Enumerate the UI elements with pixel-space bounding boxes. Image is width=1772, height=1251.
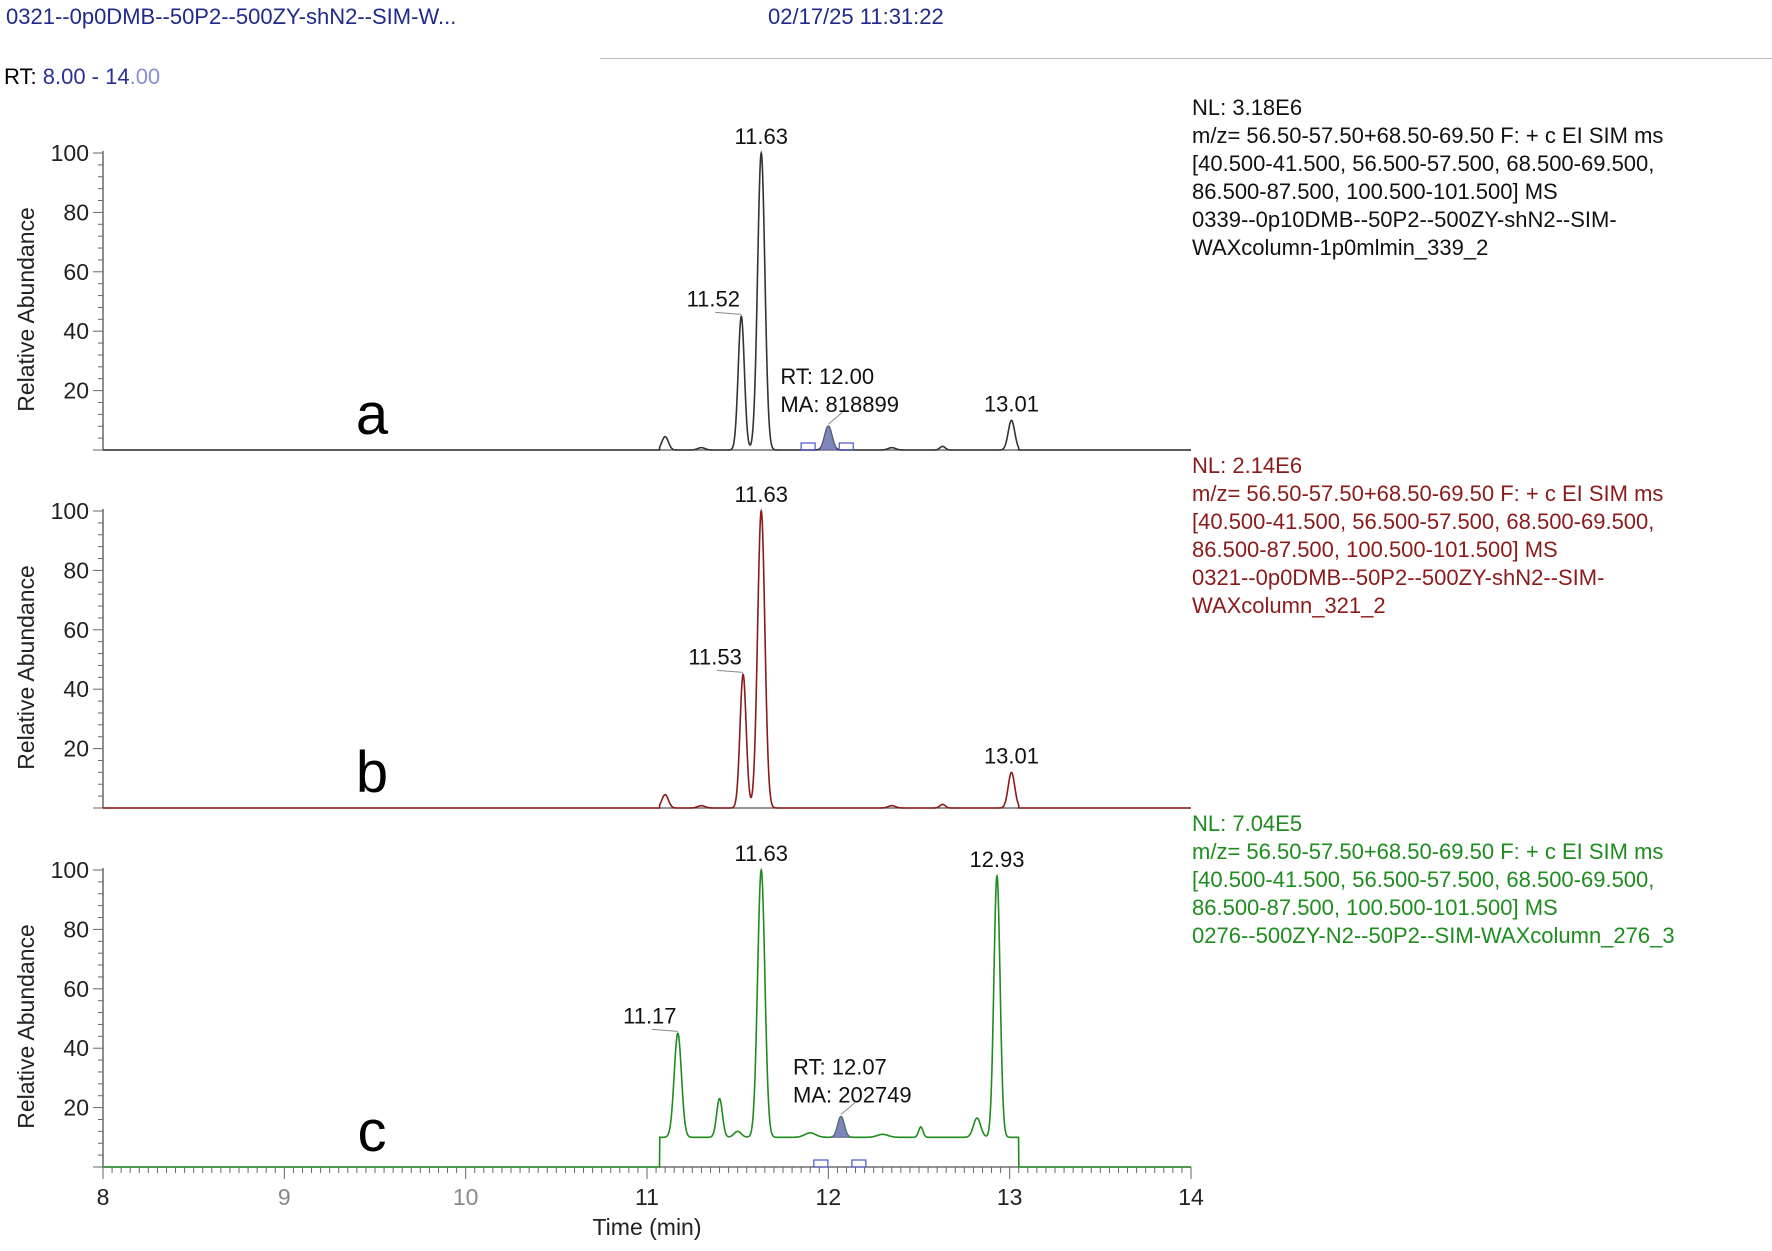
timestamp-label: 02/17/25 11:31:22 <box>768 4 944 29</box>
panel-b-y-tick-label: 80 <box>63 557 89 584</box>
rt-range-prefix: RT: <box>4 64 37 89</box>
panel-a-y-tick-label: 80 <box>63 199 89 226</box>
panel-c-peak-label-leader <box>652 1029 678 1031</box>
panel-b-peak-label: 11.63 <box>734 482 788 507</box>
panel-b-info-line: WAXcolumn_321_2 <box>1192 593 1386 618</box>
panel-a-y-tick-label: 20 <box>63 377 89 404</box>
panel-c-y-axis-title: Relative Abundance <box>13 924 39 1129</box>
panel-c-rt-annotation: RT: 12.07 <box>793 1054 887 1080</box>
panel-a-peak-label: 13.01 <box>983 391 1040 417</box>
panel-c-nl: NL: 7.04E5 <box>1192 811 1303 836</box>
panel-a-info-line: m/z= 56.50-57.50+68.50-69.50 F: + c EI SIM ms <box>1192 123 1664 148</box>
panel-c-y-tick-label: 80 <box>63 916 89 943</box>
x-tick-label: 8 <box>96 1184 110 1210</box>
x-axis-title: Time (min) <box>592 1214 702 1240</box>
panel-a-y-tick-label: 40 <box>63 318 89 345</box>
panel-c-info-line: 0276--500ZY-N2--50P2--SIM-WAXcolumn_276_3 <box>1192 923 1675 948</box>
rt-range-value-end: .00 <box>129 64 161 89</box>
rt-range-value-start: 8.00 - 14 <box>42 64 130 89</box>
panel-a-peak-label: 11.52 <box>686 286 741 312</box>
panel-c-info-line: [40.500-41.500, 56.500-57.500, 68.500-69.500, <box>1192 867 1655 892</box>
panel-b-y-tick-label: 20 <box>63 735 89 762</box>
x-tick-label: 11 <box>635 1184 659 1210</box>
panel-b-info-line: [40.500-41.500, 56.500-57.500, 68.500-69.500, <box>1192 509 1655 534</box>
panel-c-peak-label: 11.17 <box>623 1003 677 1029</box>
panel-a-baseline-marker <box>839 443 853 450</box>
panel-a-nl: NL: 3.18E6 <box>1192 95 1303 120</box>
panel-c-baseline-marker <box>814 1160 828 1167</box>
panel-c-ma-annotation: MA: 202749 <box>793 1082 912 1108</box>
panel-a-info-line: [40.500-41.500, 56.500-57.500, 68.500-69.500, <box>1192 151 1655 176</box>
panel-a-integrated-area <box>820 426 836 450</box>
file-name-label: 0321--0p0DMB--50P2--500ZY-shN2--SIM-W... <box>6 4 457 29</box>
panel-a-peak-label: 11.63 <box>734 124 788 149</box>
panel-a-baseline-marker <box>801 443 815 450</box>
panel-b-panel-letter: b <box>355 740 389 806</box>
x-tick-label: 13 <box>996 1184 1023 1210</box>
panel-c-info-line: m/z= 56.50-57.50+68.50-69.50 F: + c EI SIM ms <box>1192 839 1664 864</box>
panel-a-info-line: 0339--0p10DMB--50P2--500ZY-shN2--SIM- <box>1192 207 1617 232</box>
panel-a-peak-label-leader <box>715 312 741 314</box>
panel-b-nl: NL: 2.14E6 <box>1192 453 1303 478</box>
panel-a-info-line: 86.500-87.500, 100.500-101.500] MS <box>1192 179 1558 204</box>
panel-b-peak-label-leader <box>717 670 743 672</box>
panel-b-y-axis-title: Relative Abundance <box>13 565 39 770</box>
panel-c-peak-label: 11.63 <box>734 841 788 866</box>
x-tick-label: 9 <box>277 1184 291 1210</box>
panel-c-y-tick-label: 100 <box>50 857 89 883</box>
panel-c-baseline-marker <box>852 1160 866 1167</box>
panel-a-rt-annotation: RT: 12.00 <box>780 364 875 390</box>
panel-a-y-axis-title: Relative Abundance <box>13 207 39 412</box>
panel-c-panel-letter: c <box>357 1099 387 1165</box>
panel-c-y-tick-label: 20 <box>63 1094 89 1121</box>
x-tick-label: 12 <box>815 1184 842 1210</box>
panel-a-info-line: WAXcolumn-1p0mlmin_339_2 <box>1192 235 1489 260</box>
panel-b-y-tick-label: 100 <box>50 498 89 524</box>
panel-c-peak-label: 12.93 <box>969 846 1025 872</box>
panel-b-info-line: m/z= 56.50-57.50+68.50-69.50 F: + c EI SIM ms <box>1192 481 1664 506</box>
panel-c-integrated-area <box>833 1117 849 1138</box>
panel-b-info-line: 86.500-87.500, 100.500-101.500] MS <box>1192 537 1558 562</box>
panel-b-peak-label: 13.01 <box>983 743 1040 769</box>
x-tick-label: 14 <box>1178 1184 1204 1210</box>
panel-c-info-line: 86.500-87.500, 100.500-101.500] MS <box>1192 895 1558 920</box>
panel-b-peak-label: 11.53 <box>688 644 742 670</box>
panel-a-y-tick-label: 100 <box>50 140 89 166</box>
panel-a-y-tick-label: 60 <box>63 258 89 285</box>
x-tick-label: 10 <box>452 1184 479 1210</box>
panel-a-panel-letter: a <box>355 382 389 448</box>
panel-c-y-tick-label: 60 <box>63 975 89 1002</box>
panel-c-y-tick-label: 40 <box>63 1035 89 1062</box>
panel-a-ma-annotation: MA: 818899 <box>780 392 899 418</box>
panel-b-y-tick-label: 40 <box>63 676 89 703</box>
panel-b-y-tick-label: 60 <box>63 616 89 643</box>
panel-b-info-line: 0321--0p0DMB--50P2--500ZY-shN2--SIM- <box>1192 565 1605 590</box>
